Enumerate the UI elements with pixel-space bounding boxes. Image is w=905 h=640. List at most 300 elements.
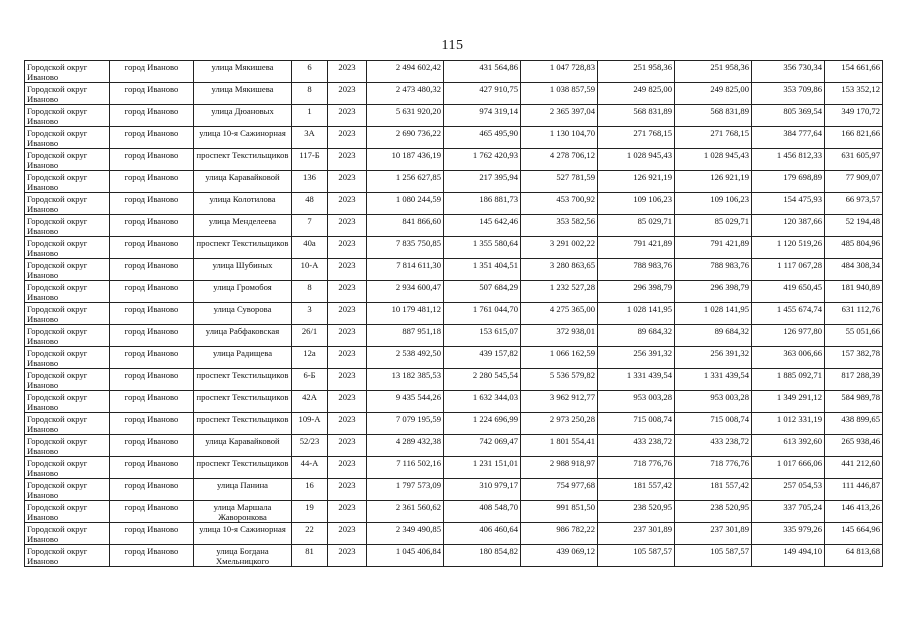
cell-amount-2: 431 564,86	[444, 61, 521, 83]
cell-amount-4: 715 008,74	[598, 413, 675, 435]
cell-street: улица Каравайковой	[194, 435, 292, 457]
cell-amount-6: 179 698,89	[752, 171, 825, 193]
cell-amount-5: 953 003,28	[675, 391, 752, 413]
cell-house: 44-А	[292, 457, 328, 479]
cell-amount-2: 1 762 420,93	[444, 149, 521, 171]
cell-amount-7: 52 194,48	[825, 215, 883, 237]
cell-street: улица Шубиных	[194, 259, 292, 281]
cell-amount-3: 5 536 579,82	[521, 369, 598, 391]
cell-total: 4 289 432,38	[367, 435, 444, 457]
cell-total: 887 951,18	[367, 325, 444, 347]
cell-amount-4: 181 557,42	[598, 479, 675, 501]
cell-street: улица Каравайковой	[194, 171, 292, 193]
cell-street: проспект Текстильщиков	[194, 237, 292, 259]
cell-amount-4: 1 028 945,43	[598, 149, 675, 171]
cell-amount-6: 384 777,64	[752, 127, 825, 149]
cell-district: Городской округ Иваново	[25, 237, 110, 259]
cell-amount-2: 145 642,46	[444, 215, 521, 237]
cell-amount-5: 718 776,76	[675, 457, 752, 479]
cell-amount-4: 718 776,76	[598, 457, 675, 479]
cell-amount-5: 296 398,79	[675, 281, 752, 303]
cell-amount-7: 441 212,60	[825, 457, 883, 479]
cell-amount-5: 89 684,32	[675, 325, 752, 347]
cell-year: 2023	[328, 325, 367, 347]
cell-year: 2023	[328, 193, 367, 215]
cell-year: 2023	[328, 435, 367, 457]
cell-amount-4: 105 587,57	[598, 545, 675, 567]
cell-amount-4: 251 958,36	[598, 61, 675, 83]
cell-district: Городской округ Иваново	[25, 545, 110, 567]
cell-amount-3: 991 851,50	[521, 501, 598, 523]
cell-amount-5: 715 008,74	[675, 413, 752, 435]
cell-amount-3: 1 066 162,59	[521, 347, 598, 369]
cell-amount-7: 166 821,66	[825, 127, 883, 149]
cell-house: 26/1	[292, 325, 328, 347]
cell-amount-7: 157 382,78	[825, 347, 883, 369]
cell-amount-3: 3 962 912,77	[521, 391, 598, 413]
cell-amount-4: 256 391,32	[598, 347, 675, 369]
cell-amount-4: 296 398,79	[598, 281, 675, 303]
cell-city: город Иваново	[110, 105, 194, 127]
cell-year: 2023	[328, 215, 367, 237]
cell-year: 2023	[328, 523, 367, 545]
cell-street: улица Менделеева	[194, 215, 292, 237]
cell-house: 117-Б	[292, 149, 328, 171]
cell-amount-4: 126 921,19	[598, 171, 675, 193]
cell-house: 40а	[292, 237, 328, 259]
cell-city: город Иваново	[110, 479, 194, 501]
cell-house: 81	[292, 545, 328, 567]
cell-city: город Иваново	[110, 501, 194, 523]
table-row	[25, 369, 883, 391]
cell-district: Городской округ Иваново	[25, 259, 110, 281]
cell-district: Городской округ Иваново	[25, 303, 110, 325]
cell-amount-3: 2 988 918,97	[521, 457, 598, 479]
cell-city: город Иваново	[110, 237, 194, 259]
table-row	[25, 413, 883, 435]
cell-amount-5: 1 331 439,54	[675, 369, 752, 391]
cell-amount-4: 788 983,76	[598, 259, 675, 281]
cell-city: город Иваново	[110, 83, 194, 105]
cell-amount-2: 465 495,90	[444, 127, 521, 149]
cell-amount-3: 4 275 365,00	[521, 303, 598, 325]
table-row	[25, 303, 883, 325]
cell-amount-3: 4 278 706,12	[521, 149, 598, 171]
table-row	[25, 391, 883, 413]
cell-street: проспект Текстильщиков	[194, 391, 292, 413]
cell-street: улица Суворова	[194, 303, 292, 325]
cell-amount-4: 109 106,23	[598, 193, 675, 215]
cell-amount-4: 271 768,15	[598, 127, 675, 149]
cell-amount-6: 257 054,53	[752, 479, 825, 501]
cell-district: Городской округ Иваново	[25, 501, 110, 523]
cell-house: 7	[292, 215, 328, 237]
cell-amount-7: 349 170,72	[825, 105, 883, 127]
cell-city: город Иваново	[110, 193, 194, 215]
cell-amount-7: 146 413,26	[825, 501, 883, 523]
cell-amount-2: 974 319,14	[444, 105, 521, 127]
table-row	[25, 171, 883, 193]
table-row	[25, 259, 883, 281]
cell-amount-2: 406 460,64	[444, 523, 521, 545]
cell-district: Городской округ Иваново	[25, 457, 110, 479]
table-row	[25, 105, 883, 127]
cell-amount-3: 1 130 104,70	[521, 127, 598, 149]
cell-amount-2: 217 395,94	[444, 171, 521, 193]
cell-city: город Иваново	[110, 413, 194, 435]
cell-house: 52/23	[292, 435, 328, 457]
cell-amount-2: 439 157,82	[444, 347, 521, 369]
cell-amount-2: 1 351 404,51	[444, 259, 521, 281]
cell-total: 7 116 502,16	[367, 457, 444, 479]
cell-year: 2023	[328, 105, 367, 127]
cell-total: 1 797 573,09	[367, 479, 444, 501]
cell-amount-2: 742 069,47	[444, 435, 521, 457]
cell-amount-3: 439 069,12	[521, 545, 598, 567]
cell-total: 13 182 385,53	[367, 369, 444, 391]
cell-amount-2: 1 761 044,70	[444, 303, 521, 325]
cell-year: 2023	[328, 171, 367, 193]
cell-amount-3: 1 038 857,59	[521, 83, 598, 105]
cell-city: город Иваново	[110, 259, 194, 281]
cell-city: город Иваново	[110, 127, 194, 149]
table-row	[25, 61, 883, 83]
cell-amount-5: 256 391,32	[675, 347, 752, 369]
cell-amount-7: 145 664,96	[825, 523, 883, 545]
cell-house: 16	[292, 479, 328, 501]
cell-total: 9 435 544,26	[367, 391, 444, 413]
cell-district: Городской округ Иваново	[25, 435, 110, 457]
cell-amount-3: 986 782,22	[521, 523, 598, 545]
cell-amount-2: 1 355 580,64	[444, 237, 521, 259]
table-row	[25, 237, 883, 259]
cell-amount-7: 817 288,39	[825, 369, 883, 391]
cell-street: улица Богдана Хмельницкого	[194, 545, 292, 567]
cell-amount-3: 3 280 863,65	[521, 259, 598, 281]
cell-amount-6: 1 885 092,71	[752, 369, 825, 391]
cell-house: 42А	[292, 391, 328, 413]
cell-amount-3: 1 801 554,41	[521, 435, 598, 457]
cell-year: 2023	[328, 479, 367, 501]
cell-amount-5: 568 831,89	[675, 105, 752, 127]
cell-total: 2 349 490,85	[367, 523, 444, 545]
cell-district: Городской округ Иваново	[25, 83, 110, 105]
cell-district: Городской округ Иваново	[25, 479, 110, 501]
cell-amount-7: 153 352,12	[825, 83, 883, 105]
cell-district: Городской округ Иваново	[25, 127, 110, 149]
cell-house: 8	[292, 83, 328, 105]
cell-amount-7: 181 940,89	[825, 281, 883, 303]
cell-district: Городской округ Иваново	[25, 391, 110, 413]
cell-amount-5: 237 301,89	[675, 523, 752, 545]
cell-year: 2023	[328, 61, 367, 83]
cell-amount-3: 754 977,68	[521, 479, 598, 501]
cell-city: город Иваново	[110, 369, 194, 391]
cell-amount-5: 251 958,36	[675, 61, 752, 83]
cell-amount-4: 238 520,95	[598, 501, 675, 523]
cell-total: 5 631 920,20	[367, 105, 444, 127]
cell-amount-6: 419 650,45	[752, 281, 825, 303]
cell-street: улица Колотилова	[194, 193, 292, 215]
cell-district: Городской округ Иваново	[25, 347, 110, 369]
cell-amount-7: 584 989,78	[825, 391, 883, 413]
cell-amount-5: 1 028 141,95	[675, 303, 752, 325]
cell-total: 2 538 492,50	[367, 347, 444, 369]
cell-district: Городской округ Иваново	[25, 281, 110, 303]
cell-amount-6: 353 709,86	[752, 83, 825, 105]
cell-year: 2023	[328, 347, 367, 369]
cell-house: 12а	[292, 347, 328, 369]
cell-amount-7: 55 051,66	[825, 325, 883, 347]
cell-year: 2023	[328, 237, 367, 259]
cell-city: город Иваново	[110, 171, 194, 193]
table-row	[25, 435, 883, 457]
cell-total: 7 814 611,30	[367, 259, 444, 281]
cell-year: 2023	[328, 259, 367, 281]
cell-amount-7: 77 909,07	[825, 171, 883, 193]
cell-amount-6: 1 017 666,06	[752, 457, 825, 479]
cell-house: 136	[292, 171, 328, 193]
cell-year: 2023	[328, 457, 367, 479]
housing-repair-table	[24, 60, 883, 567]
cell-amount-5: 791 421,89	[675, 237, 752, 259]
table-row	[25, 545, 883, 567]
cell-district: Городской округ Иваново	[25, 193, 110, 215]
cell-amount-4: 953 003,28	[598, 391, 675, 413]
cell-amount-4: 1 331 439,54	[598, 369, 675, 391]
cell-house: 109-А	[292, 413, 328, 435]
table-row	[25, 347, 883, 369]
cell-amount-6: 337 705,24	[752, 501, 825, 523]
cell-house: 19	[292, 501, 328, 523]
cell-amount-6: 1 455 674,74	[752, 303, 825, 325]
cell-city: город Иваново	[110, 303, 194, 325]
cell-house: 48	[292, 193, 328, 215]
cell-total: 1 045 406,84	[367, 545, 444, 567]
cell-amount-7: 265 938,46	[825, 435, 883, 457]
table-row	[25, 127, 883, 149]
cell-total: 7 835 750,85	[367, 237, 444, 259]
cell-amount-4: 791 421,89	[598, 237, 675, 259]
cell-year: 2023	[328, 501, 367, 523]
cell-amount-3: 527 781,59	[521, 171, 598, 193]
cell-city: город Иваново	[110, 215, 194, 237]
table-row	[25, 523, 883, 545]
cell-amount-4: 433 238,72	[598, 435, 675, 457]
cell-street: улица Мякишева	[194, 61, 292, 83]
cell-amount-4: 89 684,32	[598, 325, 675, 347]
cell-house: 3А	[292, 127, 328, 149]
cell-amount-4: 249 825,00	[598, 83, 675, 105]
cell-year: 2023	[328, 391, 367, 413]
cell-amount-5: 126 921,19	[675, 171, 752, 193]
table-body	[25, 61, 883, 567]
cell-amount-3: 2 973 250,28	[521, 413, 598, 435]
cell-total: 1 080 244,59	[367, 193, 444, 215]
cell-amount-7: 154 661,66	[825, 61, 883, 83]
cell-total: 841 866,60	[367, 215, 444, 237]
cell-total: 10 179 481,12	[367, 303, 444, 325]
cell-total: 7 079 195,59	[367, 413, 444, 435]
cell-year: 2023	[328, 413, 367, 435]
cell-amount-5: 109 106,23	[675, 193, 752, 215]
cell-street: проспект Текстильщиков	[194, 413, 292, 435]
cell-amount-3: 453 700,92	[521, 193, 598, 215]
cell-street: улица Рабфаковская	[194, 325, 292, 347]
cell-amount-5: 181 557,42	[675, 479, 752, 501]
cell-amount-6: 363 006,66	[752, 347, 825, 369]
cell-amount-4: 85 029,71	[598, 215, 675, 237]
cell-total: 10 187 436,19	[367, 149, 444, 171]
cell-amount-3: 2 365 397,04	[521, 105, 598, 127]
cell-total: 2 473 480,32	[367, 83, 444, 105]
cell-amount-2: 1 231 151,01	[444, 457, 521, 479]
cell-amount-7: 484 308,34	[825, 259, 883, 281]
cell-year: 2023	[328, 303, 367, 325]
cell-district: Городской округ Иваново	[25, 105, 110, 127]
cell-amount-6: 1 012 331,19	[752, 413, 825, 435]
cell-amount-7: 66 973,57	[825, 193, 883, 215]
cell-city: город Иваново	[110, 325, 194, 347]
cell-year: 2023	[328, 281, 367, 303]
cell-district: Городской округ Иваново	[25, 325, 110, 347]
table-row	[25, 193, 883, 215]
cell-amount-6: 149 494,10	[752, 545, 825, 567]
cell-amount-2: 310 979,17	[444, 479, 521, 501]
page-number: 115	[441, 38, 464, 53]
cell-amount-7: 631 112,76	[825, 303, 883, 325]
cell-district: Городской округ Иваново	[25, 215, 110, 237]
cell-total: 2 361 560,62	[367, 501, 444, 523]
cell-city: город Иваново	[110, 149, 194, 171]
cell-amount-6: 1 456 812,33	[752, 149, 825, 171]
cell-amount-2: 408 548,70	[444, 501, 521, 523]
cell-district: Городской округ Иваново	[25, 523, 110, 545]
table-row	[25, 325, 883, 347]
cell-amount-5: 105 587,57	[675, 545, 752, 567]
cell-amount-6: 1 349 291,12	[752, 391, 825, 413]
cell-amount-2: 186 881,73	[444, 193, 521, 215]
cell-total: 1 256 627,85	[367, 171, 444, 193]
cell-street: улица Громобоя	[194, 281, 292, 303]
cell-district: Городской округ Иваново	[25, 413, 110, 435]
cell-amount-6: 1 117 067,28	[752, 259, 825, 281]
cell-amount-7: 438 899,65	[825, 413, 883, 435]
cell-city: город Иваново	[110, 281, 194, 303]
cell-street: улица 10-я Сажинорная	[194, 127, 292, 149]
cell-city: город Иваново	[110, 435, 194, 457]
cell-amount-5: 788 983,76	[675, 259, 752, 281]
table-row	[25, 149, 883, 171]
table-row	[25, 479, 883, 501]
cell-amount-5: 271 768,15	[675, 127, 752, 149]
cell-street: проспект Текстильщиков	[194, 369, 292, 391]
table-row	[25, 83, 883, 105]
cell-amount-5: 433 238,72	[675, 435, 752, 457]
cell-house: 3	[292, 303, 328, 325]
cell-year: 2023	[328, 545, 367, 567]
cell-amount-2: 507 684,29	[444, 281, 521, 303]
cell-amount-3: 353 582,56	[521, 215, 598, 237]
cell-city: город Иваново	[110, 523, 194, 545]
cell-amount-7: 64 813,68	[825, 545, 883, 567]
cell-amount-6: 805 369,54	[752, 105, 825, 127]
cell-amount-7: 111 446,87	[825, 479, 883, 501]
cell-house: 10-А	[292, 259, 328, 281]
cell-amount-5: 85 029,71	[675, 215, 752, 237]
cell-district: Городской округ Иваново	[25, 149, 110, 171]
table-row	[25, 215, 883, 237]
table-row	[25, 457, 883, 479]
cell-amount-2: 427 910,75	[444, 83, 521, 105]
cell-amount-3: 1 232 527,28	[521, 281, 598, 303]
cell-street: улица Радищева	[194, 347, 292, 369]
cell-street: улица Маршала Жаворонкова	[194, 501, 292, 523]
cell-amount-6: 1 120 519,26	[752, 237, 825, 259]
cell-amount-7: 485 804,96	[825, 237, 883, 259]
cell-amount-2: 180 854,82	[444, 545, 521, 567]
cell-amount-6: 356 730,34	[752, 61, 825, 83]
cell-district: Городской округ Иваново	[25, 171, 110, 193]
cell-city: город Иваново	[110, 457, 194, 479]
cell-street: улица Дюановых	[194, 105, 292, 127]
cell-amount-7: 631 605,97	[825, 149, 883, 171]
cell-amount-6: 120 387,66	[752, 215, 825, 237]
cell-amount-2: 153 615,07	[444, 325, 521, 347]
cell-amount-5: 249 825,00	[675, 83, 752, 105]
cell-street: проспект Текстильщиков	[194, 149, 292, 171]
cell-city: город Иваново	[110, 347, 194, 369]
cell-amount-4: 237 301,89	[598, 523, 675, 545]
cell-amount-6: 613 392,60	[752, 435, 825, 457]
cell-amount-5: 238 520,95	[675, 501, 752, 523]
cell-house: 1	[292, 105, 328, 127]
cell-house: 6-Б	[292, 369, 328, 391]
cell-year: 2023	[328, 149, 367, 171]
cell-street: улица 10-я Сажинорная	[194, 523, 292, 545]
cell-amount-6: 335 979,26	[752, 523, 825, 545]
cell-amount-6: 154 475,93	[752, 193, 825, 215]
table-row	[25, 281, 883, 303]
cell-amount-2: 2 280 545,54	[444, 369, 521, 391]
table-row	[25, 501, 883, 523]
cell-amount-5: 1 028 945,43	[675, 149, 752, 171]
cell-house: 6	[292, 61, 328, 83]
cell-house: 8	[292, 281, 328, 303]
cell-year: 2023	[328, 369, 367, 391]
cell-amount-3: 1 047 728,83	[521, 61, 598, 83]
cell-amount-2: 1 224 696,99	[444, 413, 521, 435]
cell-district: Городской округ Иваново	[25, 61, 110, 83]
cell-year: 2023	[328, 127, 367, 149]
cell-amount-4: 1 028 141,95	[598, 303, 675, 325]
cell-amount-3: 3 291 002,22	[521, 237, 598, 259]
cell-total: 2 690 736,22	[367, 127, 444, 149]
cell-house: 22	[292, 523, 328, 545]
cell-district: Городской округ Иваново	[25, 369, 110, 391]
cell-street: улица Панина	[194, 479, 292, 501]
cell-city: город Иваново	[110, 61, 194, 83]
cell-city: город Иваново	[110, 391, 194, 413]
cell-total: 2 934 600,47	[367, 281, 444, 303]
cell-street: улица Мякишева	[194, 83, 292, 105]
cell-year: 2023	[328, 83, 367, 105]
cell-amount-6: 126 977,80	[752, 325, 825, 347]
cell-total: 2 494 602,42	[367, 61, 444, 83]
cell-city: город Иваново	[110, 545, 194, 567]
cell-amount-2: 1 632 344,03	[444, 391, 521, 413]
cell-street: проспект Текстильщиков	[194, 457, 292, 479]
